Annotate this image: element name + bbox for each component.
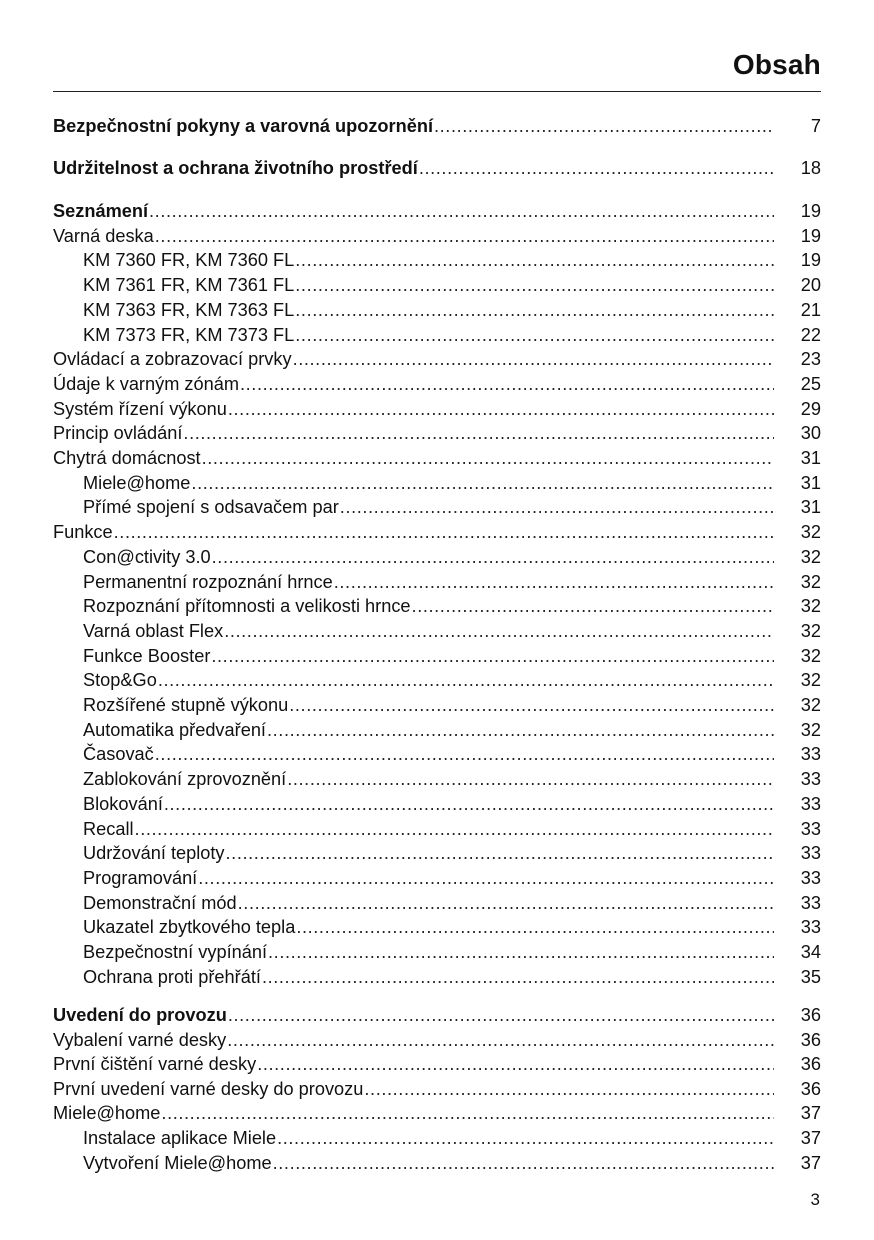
toc-entry[interactable] bbox=[53, 347, 821, 371]
toc-leader-dots bbox=[334, 570, 774, 594]
toc-entry-page: 31 bbox=[800, 497, 821, 518]
toc-entry-title: Stop&Go bbox=[83, 670, 157, 691]
toc-entry-page: 33 bbox=[800, 769, 821, 790]
toc-entry[interactable] bbox=[53, 224, 821, 248]
toc-leader-dots bbox=[287, 767, 774, 791]
toc-entry-title: Varná oblast Flex bbox=[83, 620, 224, 641]
toc-entry-title: Instalace aplikace Miele bbox=[83, 1128, 277, 1148]
toc-entry[interactable] bbox=[53, 965, 821, 989]
toc-leader-dots bbox=[226, 841, 774, 865]
toc-entry-title: Ovládací a zobrazovací prvky bbox=[53, 349, 292, 370]
toc-entry-page: 33 bbox=[800, 793, 821, 814]
toc-entry[interactable] bbox=[53, 114, 821, 138]
toc-entry[interactable] bbox=[53, 940, 821, 964]
toc-entry[interactable] bbox=[53, 1077, 821, 1101]
toc-leader-dots bbox=[164, 792, 774, 816]
toc-entry-page: 31 bbox=[800, 448, 821, 468]
toc-entry[interactable] bbox=[53, 668, 821, 692]
toc-leader-dots bbox=[211, 644, 774, 668]
toc-entry-page: 33 bbox=[800, 917, 821, 938]
toc-entry-title: Con@ctivity 3.0 bbox=[83, 546, 211, 567]
toc-leader-dots bbox=[202, 446, 774, 470]
toc-entry[interactable] bbox=[53, 421, 821, 445]
toc-entry-page: 36 bbox=[800, 1005, 821, 1025]
toc-entry[interactable] bbox=[53, 1003, 821, 1027]
toc-leader-dots bbox=[114, 520, 774, 544]
toc-entry[interactable] bbox=[53, 817, 821, 841]
toc-leader-dots bbox=[295, 273, 774, 297]
toc-entry[interactable] bbox=[53, 718, 821, 742]
toc-entry-page: 30 bbox=[800, 423, 821, 444]
toc-leader-dots bbox=[240, 372, 774, 396]
toc-entry-page: 36 bbox=[800, 1029, 821, 1050]
toc-entry-page: 32 bbox=[800, 695, 821, 715]
toc-entry[interactable] bbox=[53, 767, 821, 791]
toc-entry[interactable] bbox=[53, 248, 821, 272]
toc-entry-page: 37 bbox=[800, 1128, 821, 1148]
toc-entry-page: 25 bbox=[800, 373, 821, 394]
toc-entry-title: Funkce bbox=[53, 522, 113, 543]
toc-entry-title: Seznámení bbox=[53, 201, 149, 221]
toc-entry-page: 7 bbox=[810, 116, 821, 136]
toc-entry-page: 32 bbox=[800, 670, 821, 691]
toc-entry[interactable] bbox=[53, 1052, 821, 1076]
toc-entry-title: Princip ovládání bbox=[53, 423, 183, 444]
toc-entry-page: 32 bbox=[800, 571, 821, 592]
page-title: Obsah bbox=[732, 49, 821, 80]
toc-entry[interactable] bbox=[53, 742, 821, 766]
toc-entry[interactable] bbox=[53, 372, 821, 396]
toc-leader-dots bbox=[262, 965, 774, 989]
toc-entry-title: Přímé spojení s odsavačem par bbox=[83, 497, 339, 518]
toc-entry[interactable] bbox=[53, 495, 821, 519]
toc-entry-title: Recall bbox=[83, 818, 134, 839]
toc-leader-dots bbox=[224, 619, 774, 643]
toc-leader-dots bbox=[228, 1003, 774, 1027]
toc-leader-dots bbox=[293, 347, 774, 371]
toc-entry-page: 32 bbox=[800, 719, 821, 740]
toc-entry-title: Miele@home bbox=[83, 472, 191, 493]
toc-entry-page: 19 bbox=[800, 225, 821, 246]
toc-entry-title: Údaje k varným zónám bbox=[53, 373, 239, 394]
toc-entry-title: KM 7361 FR, KM 7361 FL bbox=[83, 275, 295, 296]
toc-entry-title: Rozpoznání přítomnosti a velikosti hrnce bbox=[83, 596, 411, 617]
toc-entry-title: Udržitelnost a ochrana životního prostředí bbox=[53, 158, 418, 178]
toc-entry-page: 21 bbox=[800, 299, 821, 320]
toc-entry-page: 19 bbox=[800, 250, 821, 271]
toc-leader-dots bbox=[273, 1151, 774, 1175]
toc-entry-title: Ochrana proti přehřátí bbox=[83, 966, 261, 987]
toc-leader-dots bbox=[434, 114, 774, 138]
toc-entry-page: 22 bbox=[800, 324, 821, 345]
toc-entry-page: 32 bbox=[800, 596, 821, 617]
toc-entry-title: Permanentní rozpoznání hrnce bbox=[83, 571, 333, 592]
toc-entry-title: Miele@home bbox=[53, 1103, 161, 1124]
toc-entry[interactable] bbox=[53, 841, 821, 865]
toc-entry-title: Systém řízení výkonu bbox=[53, 398, 227, 419]
toc-entry[interactable] bbox=[53, 520, 821, 544]
toc-entry[interactable] bbox=[53, 298, 821, 322]
toc-entry[interactable] bbox=[53, 273, 821, 297]
toc-leader-dots bbox=[419, 156, 774, 180]
toc-entry-page: 23 bbox=[800, 349, 821, 370]
toc-entry-page: 33 bbox=[800, 867, 821, 888]
toc-entry-title: Blokování bbox=[83, 793, 163, 814]
toc-leader-dots bbox=[228, 397, 774, 421]
toc-leader-dots bbox=[161, 1101, 774, 1125]
toc-entry[interactable] bbox=[53, 1028, 821, 1052]
toc-leader-dots bbox=[340, 495, 774, 519]
toc-entry-title: Zablokování zprovoznění bbox=[83, 769, 287, 790]
page-number: 3 bbox=[810, 1190, 820, 1209]
toc-leader-dots bbox=[212, 545, 774, 569]
toc-entry[interactable] bbox=[53, 323, 821, 347]
toc-entry-page: 32 bbox=[800, 645, 821, 666]
toc-leader-dots bbox=[155, 224, 774, 248]
toc-entry-page: 37 bbox=[800, 1152, 821, 1173]
toc-entry[interactable] bbox=[53, 619, 821, 643]
toc-leader-dots bbox=[257, 1052, 774, 1076]
toc-entry-title: Automatika předvaření bbox=[83, 719, 266, 740]
toc-leader-dots bbox=[183, 421, 774, 445]
toc-entry-page: 32 bbox=[800, 546, 821, 567]
toc-entry-page: 36 bbox=[800, 1054, 821, 1075]
toc-leader-dots bbox=[296, 915, 774, 939]
toc-entry-page: 31 bbox=[800, 472, 821, 493]
toc-entry-title: Demonstrační mód bbox=[83, 892, 237, 913]
toc-entry-title: KM 7363 FR, KM 7363 FL bbox=[83, 299, 295, 320]
toc-entry[interactable] bbox=[53, 1126, 821, 1150]
toc-entry-title: Časovač bbox=[83, 744, 154, 765]
toc-entry[interactable] bbox=[53, 1151, 821, 1175]
toc-leader-dots bbox=[277, 1126, 774, 1150]
toc-entry-page: 29 bbox=[800, 398, 821, 419]
toc-entry[interactable] bbox=[53, 446, 821, 470]
toc-entry-page: 18 bbox=[800, 158, 821, 178]
toc-entry-title: Bezpečnostní vypínání bbox=[83, 942, 268, 962]
toc-entry-page: 37 bbox=[800, 1103, 821, 1124]
toc-leader-dots bbox=[289, 693, 774, 717]
toc-entry-page: 32 bbox=[800, 522, 821, 543]
toc-entry-page: 32 bbox=[800, 620, 821, 641]
toc-leader-dots bbox=[295, 298, 774, 322]
toc-entry-title: První uvedení varné desky do provozu bbox=[53, 1078, 364, 1099]
toc-entry-title: Chytrá domácnost bbox=[53, 448, 201, 468]
toc-entry-title: Udržování teploty bbox=[83, 843, 225, 864]
toc-entry-title: Uvedení do provozu bbox=[53, 1005, 227, 1025]
toc-entry-title: Programování bbox=[83, 867, 198, 888]
toc-entry-title: Ukazatel zbytkového tepla bbox=[83, 917, 296, 938]
toc-entry-title: Funkce Booster bbox=[83, 645, 211, 666]
title-divider bbox=[53, 91, 821, 92]
toc-leader-dots bbox=[149, 199, 774, 223]
toc-entry[interactable] bbox=[53, 644, 821, 668]
toc-entry[interactable] bbox=[53, 891, 821, 915]
toc-leader-dots bbox=[267, 718, 774, 742]
toc-entry-page: 35 bbox=[800, 966, 821, 987]
toc-leader-dots bbox=[268, 940, 774, 964]
toc-entry[interactable] bbox=[53, 866, 821, 890]
toc-entry[interactable] bbox=[53, 545, 821, 569]
toc-entry-title: Vytvoření Miele@home bbox=[83, 1152, 272, 1173]
toc-leader-dots bbox=[295, 248, 774, 272]
toc-entry[interactable] bbox=[53, 693, 821, 717]
toc-leader-dots bbox=[295, 323, 774, 347]
toc-entry[interactable] bbox=[53, 471, 821, 495]
toc-leader-dots bbox=[198, 866, 774, 890]
toc-leader-dots bbox=[364, 1077, 774, 1101]
toc-entry-page: 36 bbox=[800, 1078, 821, 1099]
toc-entry-title: Rozšířené stupně výkonu bbox=[83, 695, 289, 715]
toc-entry-page: 34 bbox=[800, 942, 821, 962]
toc-entry[interactable] bbox=[53, 156, 821, 180]
toc-entry-title: Bezpečnostní pokyny a varovná upozornění bbox=[53, 116, 433, 136]
toc-leader-dots bbox=[412, 594, 774, 618]
toc-entry[interactable] bbox=[53, 397, 821, 421]
toc-entry-title: První čištění varné desky bbox=[53, 1054, 257, 1075]
toc-entry-page: 33 bbox=[800, 892, 821, 913]
toc-leader-dots bbox=[135, 817, 774, 841]
toc-leader-dots bbox=[238, 891, 774, 915]
toc-entry-page: 33 bbox=[800, 744, 821, 765]
toc-entry-page: 33 bbox=[800, 818, 821, 839]
toc-leader-dots bbox=[227, 1028, 774, 1052]
toc-entry[interactable] bbox=[53, 594, 821, 618]
toc-leader-dots bbox=[155, 742, 774, 766]
toc-entry-title: Varná deska bbox=[53, 225, 154, 246]
toc-entry-page: 20 bbox=[800, 275, 821, 296]
toc-entry[interactable] bbox=[53, 570, 821, 594]
toc-entry-page: 19 bbox=[800, 201, 821, 221]
toc-entry[interactable] bbox=[53, 199, 821, 223]
toc-entry[interactable] bbox=[53, 1101, 821, 1125]
toc-entry[interactable] bbox=[53, 792, 821, 816]
toc-leader-dots bbox=[191, 471, 774, 495]
toc-entry-page: 33 bbox=[800, 843, 821, 864]
toc-entry-title: KM 7373 FR, KM 7373 FL bbox=[83, 324, 295, 345]
toc-leader-dots bbox=[158, 668, 774, 692]
toc-entry-title: Vybalení varné desky bbox=[53, 1029, 227, 1050]
toc-entry[interactable] bbox=[53, 915, 821, 939]
toc-entry-title: KM 7360 FR, KM 7360 FL bbox=[83, 250, 295, 271]
